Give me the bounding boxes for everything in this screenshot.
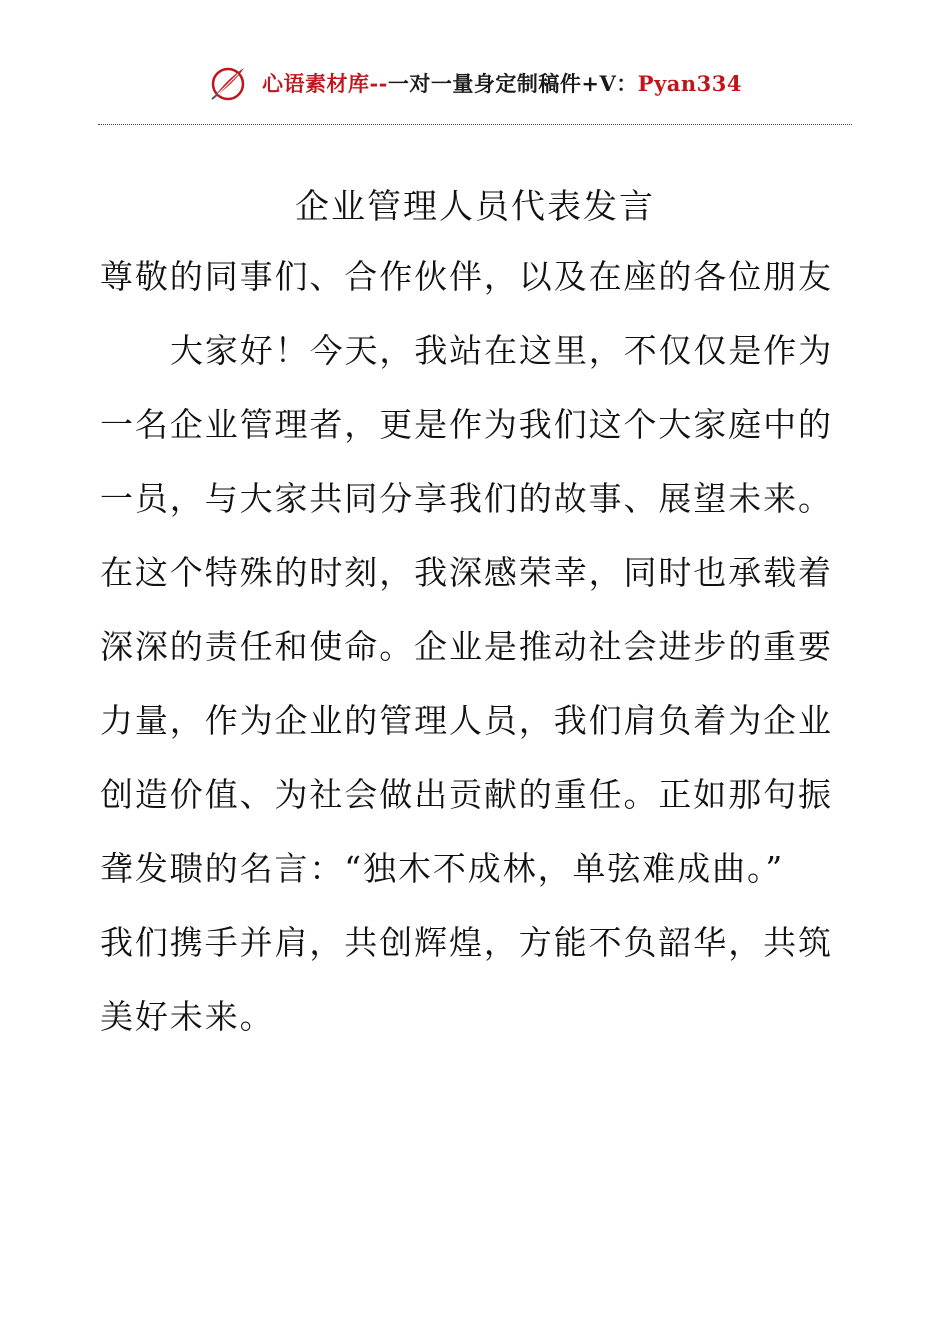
header-tagline: 一对一量身定制稿件 <box>387 71 582 96</box>
document-body <box>100 248 840 1062</box>
page-header <box>0 58 950 108</box>
body-line: 力量，作为企业的管理人员，我们肩负着为企业 <box>100 701 833 740</box>
body-line: 我们携手并肩，共创辉煌，方能不负韶华，共筑 <box>100 923 833 962</box>
header-separator: -- <box>369 71 388 96</box>
document-title: 企业管理人员代表发言 <box>295 187 655 227</box>
header-text <box>262 68 742 98</box>
body-line: 美好未来。 <box>100 997 275 1036</box>
body-line: 创造价值、为社会做出贡献的重任。正如那句振 <box>100 775 833 814</box>
body-line: 一名企业管理者，更是作为我们这个大家庭中的 <box>100 405 833 444</box>
brand-name: 心语素材库 <box>261 71 370 96</box>
body-line: 聋发聩的名言：“独木不成林，单弦难成曲。” <box>100 849 785 888</box>
body-line: 尊敬的同事们、合作伙伴，以及在座的各位朋友 <box>100 257 833 296</box>
feather-pen-circle-icon <box>208 63 248 103</box>
contact-label: +V： <box>581 71 638 96</box>
header-divider <box>98 124 852 125</box>
body-line: 一员，与大家共同分享我们的故事、展望未来。 <box>100 479 833 518</box>
body-line: 在这个特殊的时刻，我深感荣幸，同时也承载着 <box>100 553 833 592</box>
contact-id: Pyan334 <box>637 71 743 96</box>
body-line: 深深的责任和使命。企业是推动社会进步的重要 <box>100 627 833 666</box>
body-line: 大家好！今天，我站在这里，不仅仅是作为 <box>170 331 834 370</box>
